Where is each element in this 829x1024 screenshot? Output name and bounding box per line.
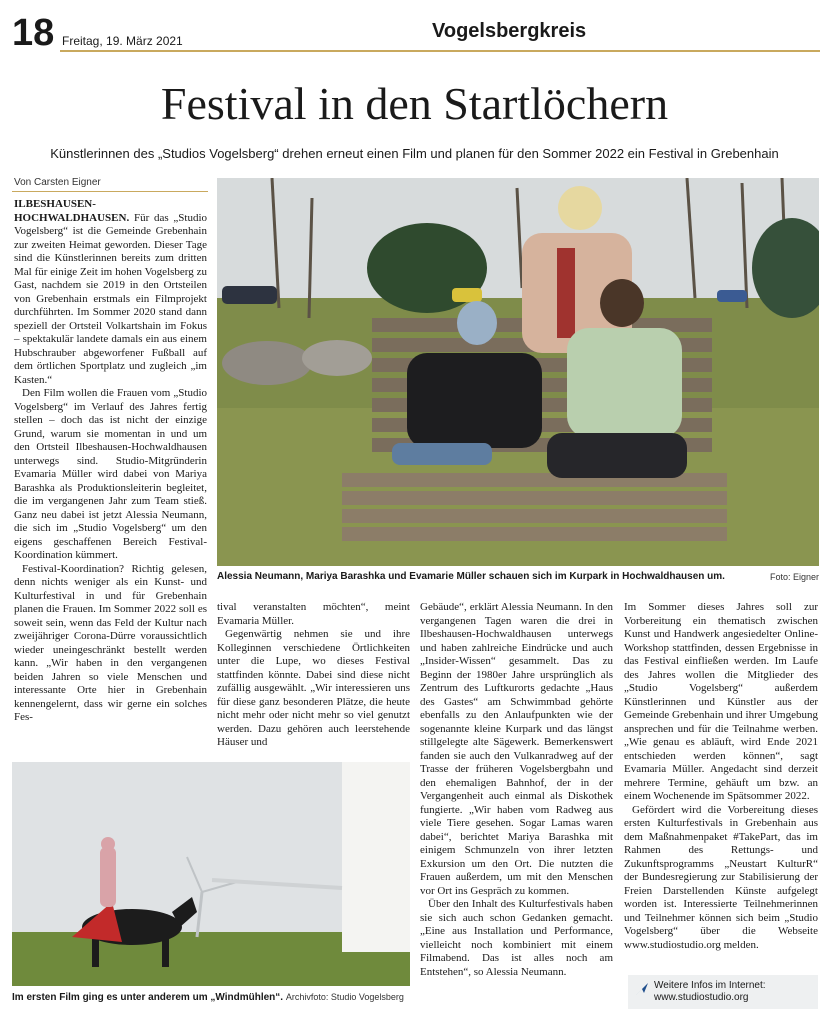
headline: Festival in den Startlöchern — [160, 78, 669, 129]
author-byline: Von Carsten Eigner — [14, 177, 101, 188]
issue-date: Freitag, 19. März 2021 — [62, 34, 183, 48]
header-rule — [60, 50, 820, 52]
main-photo-caption: Alessia Neumann, Mariya Barashka und Evamarie Müller schauen sich im Kurpark in Hochwaldhausen um. — [217, 571, 725, 582]
main-photo-credit: Foto: Eigner — [770, 572, 820, 582]
info-box-link[interactable]: www.studiostudio.org — [654, 992, 749, 1003]
small-photo-credit: Archivfoto: Studio Vogelsberg — [285, 992, 404, 1002]
paragraph: Im Sommer dieses Jahres soll zur Vorbereitung ein thematisch zwischen Kunst und Handwerk angesiedelter Online-Workshop stattfinden, dessen Ergebnisse in das Festival einfließen werden. Im Laufe des Jahres wollen die Mitglieder des „Studio Vogelsberg“ außerdem Künstlerinnen und Künstler aus der Gemeinde Grebenhain und ihrer Umgebung ansprechen und für die Teilnahme werben. „Wie genau es abläuft, wird Ende 2021 entschieden werden können“, sagt Evamaria Müller. Angedacht sind derzeit mehrere Termine, gehäuft um bzw. an einem Wochenende im Spätsommer 2022. — [624, 601, 818, 802]
park-bench-photo — [217, 178, 819, 566]
paragraph: Festival-Koordination? Richtig gelesen, denn nichts weniger als ein Kunst- und Kulturfestival in und für Grebenhain planen die Frauen. Im Sommer 2022 soll es soweit sein, wenn das Feld der Kultur nach zweijähriger Corona-Dürre voraussichtlich wieder uneingeschränkt bestellt werden kann. „Wir haben in den vergangenen beiden Jahren so viele Menschen und interessante Orte hier in Grebenhain kennengelernt, dass wir gerne ein solches Fes- — [14, 562, 207, 723]
paragraph: Gefördert wird die Vorbereitung dieses ersten Kulturfestivals in Grebenhain aus dem Maßnahmenpaket #TakePart, das im Rahmen des Rettungs- und Zukunftsprogramms „Neustart KulturR“ der Bundesregierung zur Stabilisierung der Freien Darstellenden Künste aufgelegt worden ist. Interessierte Teilnehmerinnen und Teilnehmer können sich beim „Studio Vogelsberg“ über die Webseite www.studiostudio.org melden. — [624, 803, 818, 951]
paragraph: Gegenwärtig nehmen sie und ihre Kolleginnen verschiedene Örtlichkeiten unter die Lupe, wo dieses Festival stattfinden könnte. Dabei sind diese nicht zufällig ausgewählt. „Wir interessieren uns für diese ganz besonderen Plätze, die heute nicht mehr oder nicht mehr so viel genutzt werden. Dazu gehören auch leerstehende Häuser und — [217, 628, 410, 748]
small-photo — [12, 762, 410, 986]
subheadline: Künstlerinnen des „Studios Vogelsberg“ drehen erneut einen Film und planen für den Sommer 2022 ein Festival in Grebenhain — [50, 146, 779, 161]
article-column-1 — [14, 198, 207, 725]
article-column-3 — [420, 601, 613, 979]
windmill-horse-photo — [12, 762, 410, 986]
arrow-pointer-icon — [634, 981, 650, 1001]
paragraph: Über den Inhalt des Kulturfestivals haben sie sich auch schon Gedanken gemacht. „Eine aus Installation und Performance, vielleicht noch kombiniert mit einem Filmabend. Das ist alles noch am Entstehen“, so Alessia Neumann. — [420, 898, 613, 978]
paragraph: Gebäude“, erklärt Alessia Neumann. In den vergangenen Tagen waren die drei in Ilbeshausen-Hochwaldhausen unterwegs und haben zahlreiche Eindrücke und auch „Insider-Wissen“ gesammelt. Das zu Beginn der 1980er Jahre ursprünglich als Zentrum des Luftkurorts gedachte „Haus des Gastes“ am Schwimmbad gehörte ebenfalls zu den Anlaufpunkten wie der sogenannte kleine Kurpark und das längst stillgelegte alte Sägewerk. Bemerkenswert fanden sie auch den Vulkanradweg auf der Trasse der früheren Vogelsbergbahn und den ehemaligen Bahnhof, der in der Vergangenheit auch einmal als Diskothek fungierte. „Wir haben vom Radweg aus viele Tiere gesehen. Sogar Lamas waren dabei“, berichtet Mariya Barashka mit einigem Schmunzeln von ihrer letzten Exkursion um den Ort. Die nutzten die Frauen außerdem, um mit den Menschen vor Ort ins Gespräch zu kommen. — [420, 601, 613, 897]
paragraph: ILBESHAUSEN-HOCHWALDHAUSEN. Für das „Studio Vogelsberg“ ist die Gemeinde Grebenhain zur zweiten Heimat geworden. Dieser Tage sind die Künstlerinnen bereits zum dritten Mal für einige Zeit im hohen Vogelsberg zu Gast, nachdem sie 2019 in den Ortsteilen von Grebenhain erstmals ein Filmprojekt durchführten. Im Sommer 2020 stand dann speziell der Ortsteil Volkartshain im Fokus – spektakulär landete damals ein aus einem Hubschrauber abgeworfener Fußball auf dem örtlichen Sportplatz und zugleich „im Kasten.“ — [14, 198, 208, 386]
small-photo-caption-line — [12, 992, 412, 1003]
section-title: Vogelsbergkreis — [432, 20, 587, 42]
page-number: 18 — [12, 12, 55, 54]
byline-rule — [12, 191, 208, 192]
info-box — [628, 975, 818, 1009]
paragraph: tival veranstalten möchten“, meint Evamaria Müller. — [217, 601, 410, 627]
main-photo — [217, 178, 819, 566]
article-column-4 — [624, 601, 818, 952]
paragraph: Den Film wollen die Frauen vom „Studio Vogelsberg“ im Verlauf des Jahres fertig stellen – doch das ist nicht der einzige Grund, warum sie momentan in und um den Ortsteil Ilbeshausen-Hochwaldhausen unterwegs sind. Studio-Mitgründerin Evamaria Müller wird dabei von Mariya Barashka als Produktionsleiterin begleitet, die im vergangenen Jahr zum Team stieß. Ganz neu dabei ist jetzt Alessia Neumann, die sich im „Studio Vogelsberg“ um den eigens geschaffenen Bereich Festival-Koordination kümmert. — [14, 387, 207, 561]
info-box-label: Weitere Infos im Internet: — [654, 980, 766, 991]
dateline: ILBESHAUSEN-HOCHWALDHAUSEN. — [14, 198, 130, 224]
article-column-2 — [217, 601, 410, 750]
small-photo-caption: Im ersten Film ging es unter anderem um „Windmühlen“. — [12, 992, 284, 1003]
